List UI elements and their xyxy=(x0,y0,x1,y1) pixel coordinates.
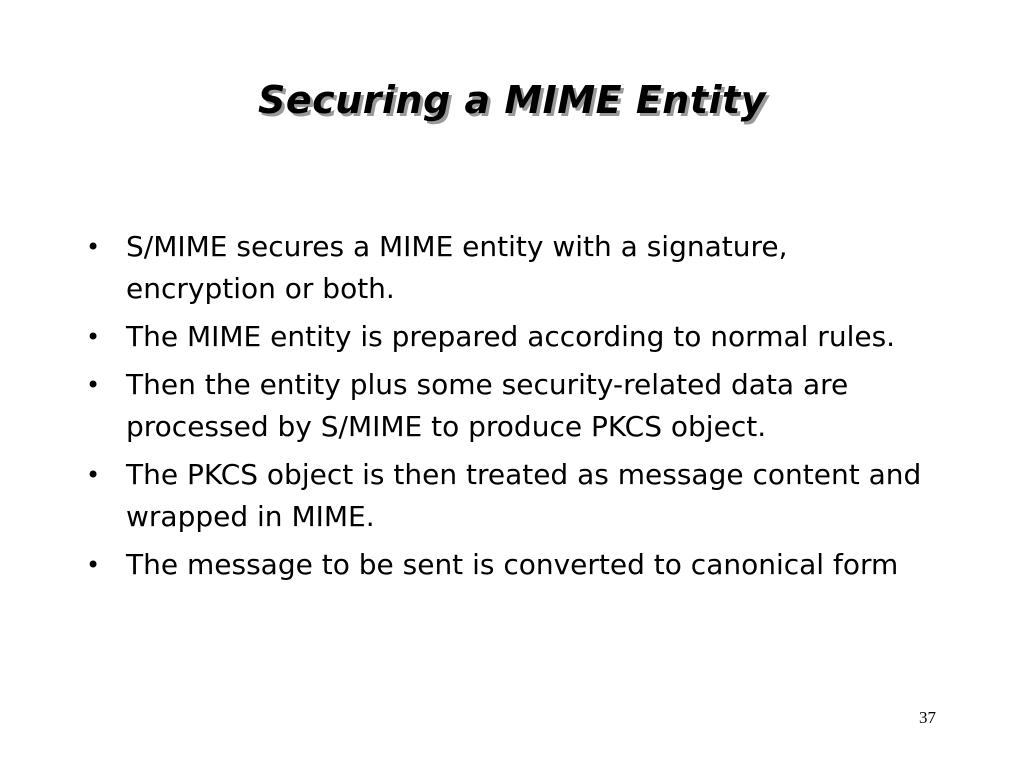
bullet-item xyxy=(82,454,942,538)
bullet-item xyxy=(82,316,942,358)
page-number: 37 xyxy=(919,708,936,727)
bullet-icon: • xyxy=(86,461,101,489)
bullet-text: S/MIME secures a MIME entity with a signature, encryption or both. xyxy=(126,230,788,305)
bullet-text: Then the entity plus some security-related data are processed by S/MIME to produce PKCS object. xyxy=(126,368,849,443)
bullet-text: The message to be sent is converted to canonical form xyxy=(126,548,899,581)
bullet-icon: • xyxy=(86,233,101,261)
bullet-item xyxy=(82,544,942,586)
bullet-text: The MIME entity is prepared according to normal rules. xyxy=(126,320,896,353)
bullet-item xyxy=(82,364,942,448)
bullet-text: The PKCS object is then treated as message content and wrapped in MIME. xyxy=(126,458,922,533)
bullet-icon: • xyxy=(86,551,101,579)
slide-title: Securing a MIME Entity xyxy=(258,78,766,122)
bullet-item xyxy=(82,226,942,310)
bullet-list xyxy=(82,226,942,592)
bullet-icon: • xyxy=(86,371,101,399)
bullet-icon: • xyxy=(86,323,101,351)
